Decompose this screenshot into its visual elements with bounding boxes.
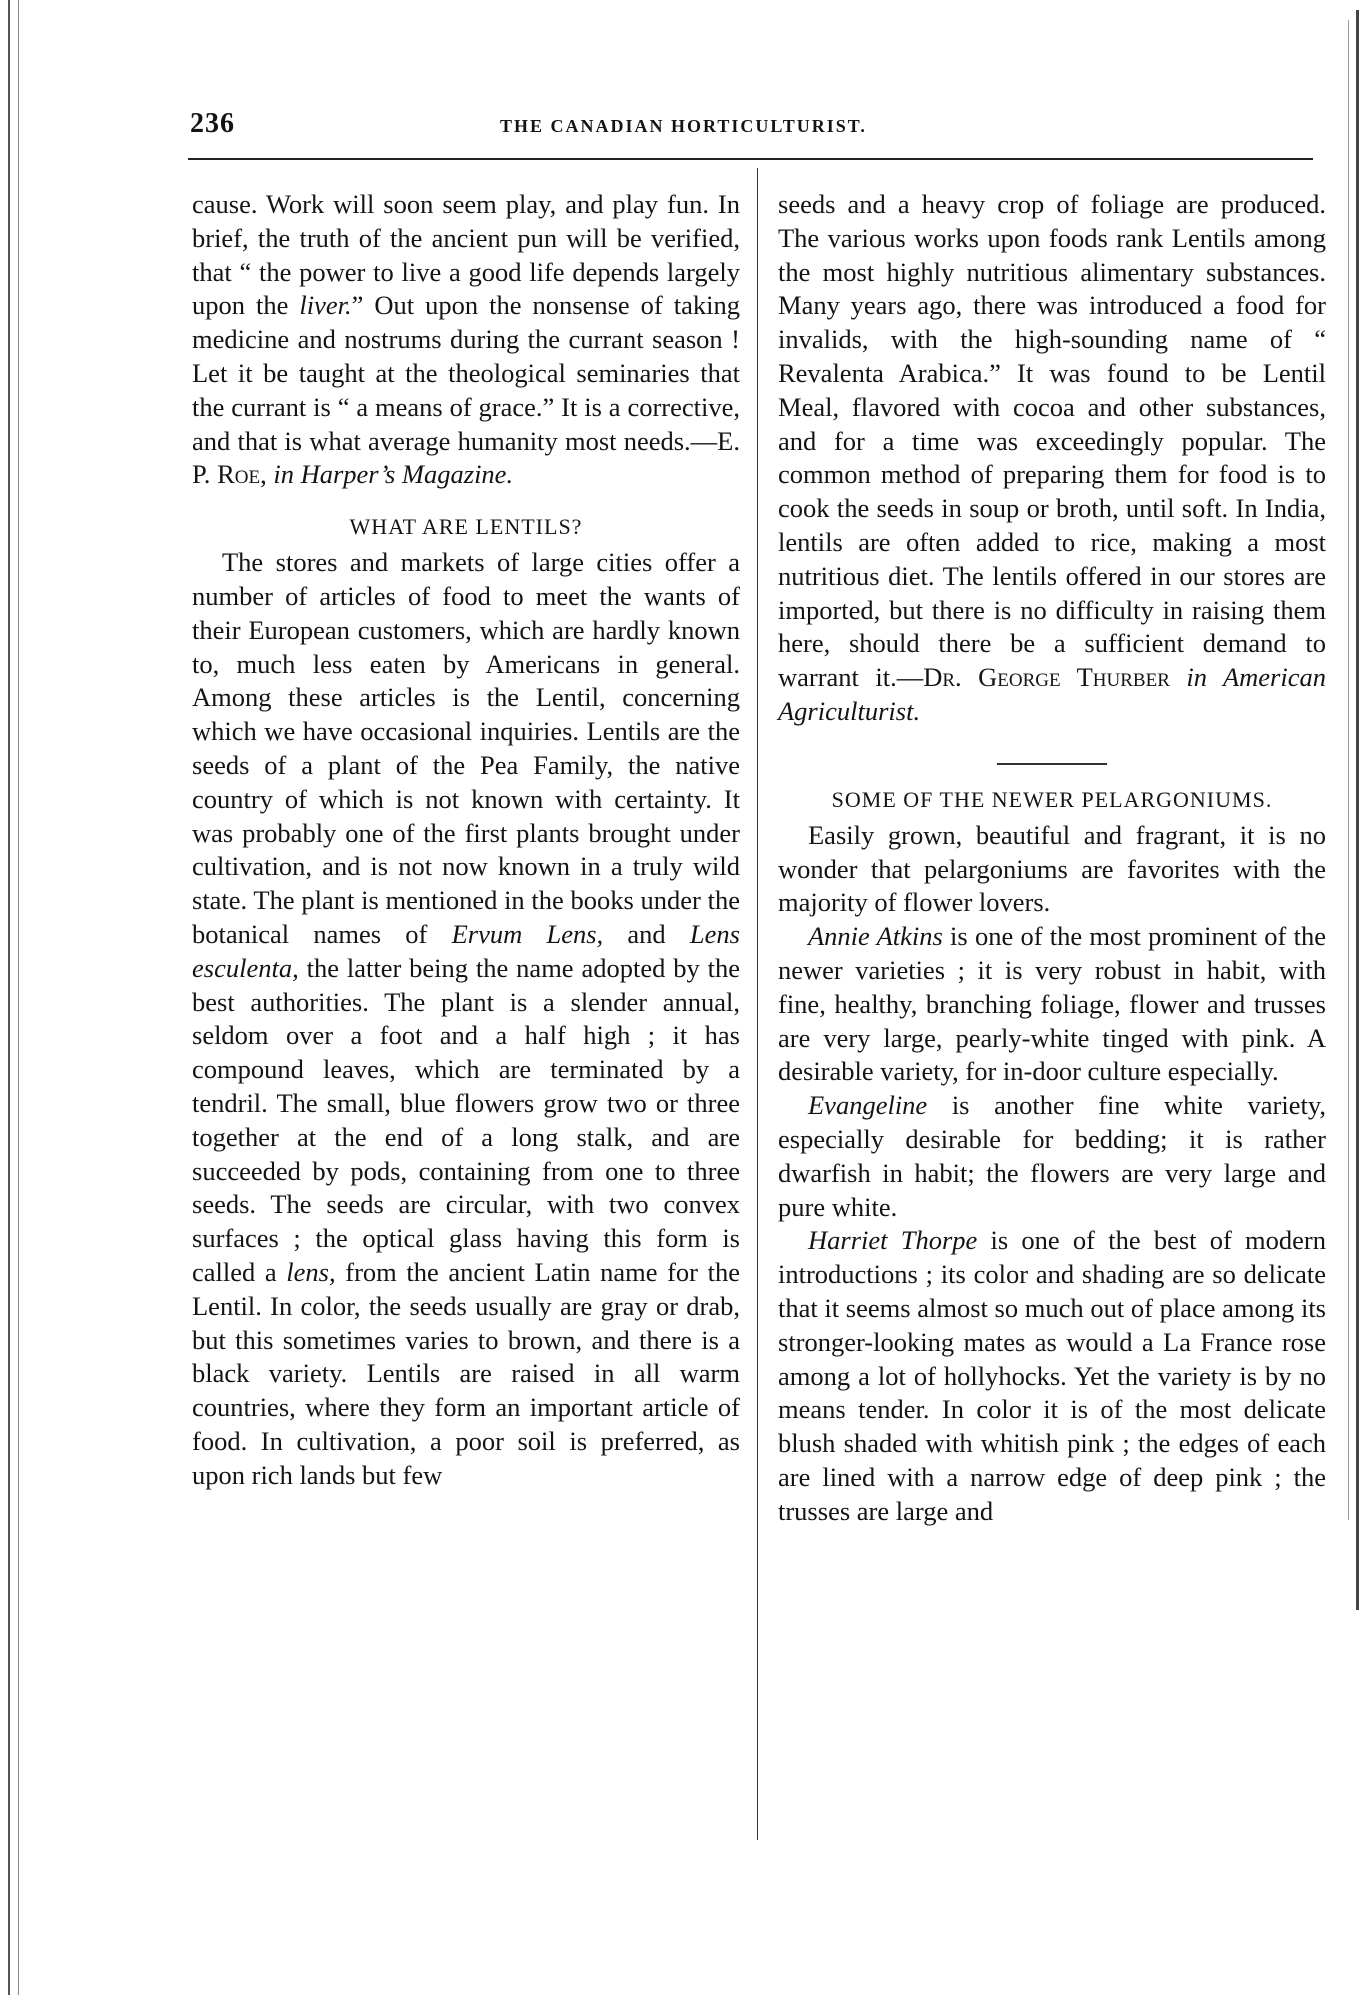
right-column [778,188,1326,1528]
header-rule [188,158,1313,160]
paragraph-lentils-continued: seeds and a heavy crop of foliage are produced. The various works upon foods rank Lentils among the most highly nutritious alimentary substances. Many years ago, there was introduced a food for invalids, with the high-sounding name of “ Revalenta Arabica.” It was found to be Lentil Meal, flavored with cocoa and other substances, and for a time was exceedingly popular. The common method of preparing them for food is to cook the seeds in soup or broth, until soft. In India, lentils are often added to rice, making a most nutritious diet. The lentils offered in our stores are imported, but there is no difficulty in raising them here, should there be a sufficient demand to warrant it.—Dr. George Thurber in American Agriculturist. [778,189,1326,726]
author-name: Dr. George Thurber [923,662,1170,693]
paragraph-currant-conclusion: cause. Work will soon seem play, and play fun. In brief, the truth of the ancient pun will be verified, that “ the power to live a good life depends largely upon the liver.” Out upon the nonsense of taking medicine and nostrums during the currant season ! Let it be taught at the theological seminaries that the currant is “ a means of grace.” It is a corrective, and that is what average humanity most needs.—E. P. Roe, in Harper’s Magazine. [192,189,740,490]
running-title: THE CANADIAN HORTICULTURIST. [500,116,867,136]
left-column [192,188,740,1492]
source-title: Harper’s Magazine. [300,459,514,490]
source-title: in American Agriculturist. [778,662,1326,726]
paragraph-harriet-thorpe: Harriet Thorpe is one of the best of modern introductions ; its color and shading are so delicate that it seems almost so much out of place among its stronger-looking mates as would a La France rose among a lot of hollyhocks. Yet the variety is by no means tender. In color it is of the most delicate blush shaded with whitish pink ; the edges of each are lined with a narrow edge of deep pink ; the trusses are large and [778,1225,1326,1526]
book-binding-edge [0,0,36,1995]
page-header [190,108,1310,148]
section-separator [997,763,1107,765]
paragraph-evangeline: Evangeline is another fine white variety, especially desirable for bedding; it is rather dwarfish in habit; the flowers are very large and pure white. [778,1090,1326,1222]
page-edge-right [1356,10,1359,1610]
page-number: 236 [190,108,235,139]
column-divider [757,168,758,1840]
paragraph-lentils: The stores and markets of large cities offer a number of articles of food to meet the wants of their European customers, which are hardly known to, much less eaten by Americans in general. Among these articles is the Lentil, concerning which we have occasional inquiries. Lentils are the seeds of a plant of the Pea Family, the native country of which is not known with certainty. It was probably one of the first plants brought under cultivation, and is not now known in a truly wild state. The plant is mentioned in the books under the botanical names of Ervum Lens, and Lens esculenta, the latter being the name adopted by the best authorities. The plant is a slender annual, seldom over a foot and a half high ; it has compound leaves, which are terminated by a tendril. The small, blue flowers grow two or three together at the end of a long stalk, and are succeeded by pods, containing from one to three seeds. The seeds are circular, with two convex surfaces ; the optical glass having this form is called a lens, from the ancient Latin name for the Lentil. In color, the seeds usually are gray or drab, but this sometimes varies to brown, and there is a black variety. Lentils are raised in all warm countries, where they form an important article of food. In cultivation, a poor soil is preferred, as upon rich lands but few [192,547,741,1490]
page-edge-right-inner [1348,20,1349,1520]
paragraph-annie-atkins: Annie Atkins is one of the most prominent of the newer varieties ; it is very robust in habit, with fine, healthy, branching foliage, flower and trusses are very large, pearly-white tinged with pink. A desirable variety, for in-door culture especially. [778,921,1326,1087]
article-heading-lentils: WHAT ARE LENTILS? [349,514,583,540]
author-name: Roe, [217,459,267,490]
article-heading-pelargoniums: SOME OF THE NEWER PELARGONIUMS. [831,786,1273,812]
paragraph-intro: Easily grown, beautiful and fragrant, it is no wonder that pelargoniums are favorites with the majority of flower lovers. [778,819,1326,918]
